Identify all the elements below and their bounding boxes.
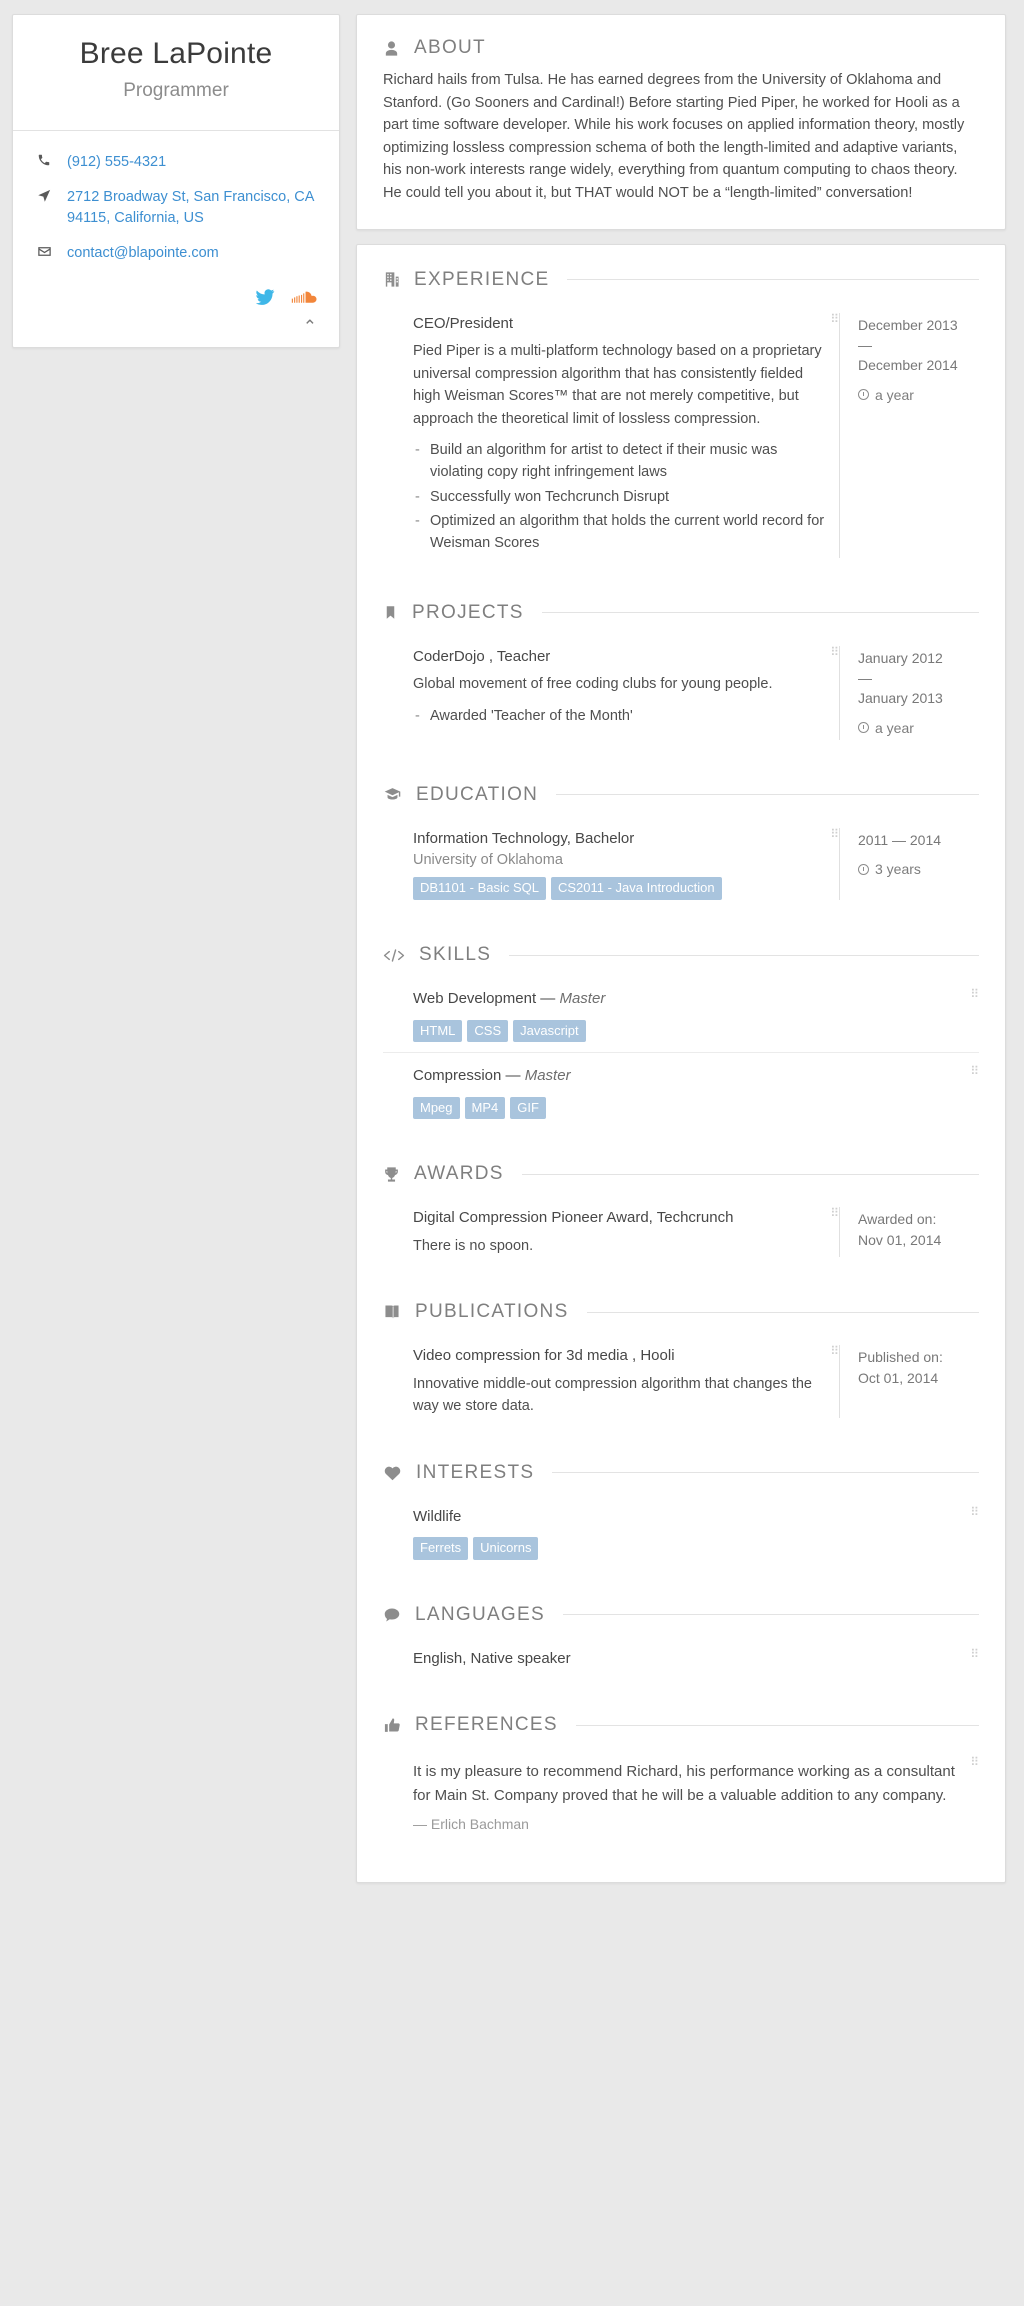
side-value: Oct 01, 2014 [858, 1369, 939, 1386]
entry-bullets [413, 440, 825, 555]
duration [858, 385, 979, 405]
section-education [383, 784, 979, 910]
bookmark-icon [383, 604, 398, 621]
drag-handle-icon[interactable]: ⠿ [970, 1504, 979, 1519]
drag-handle-icon[interactable]: ⠿ [970, 987, 979, 1002]
projects-header [383, 602, 979, 634]
skill-level: Master [559, 990, 606, 1008]
address-value[interactable]: 2712 Broadway St, San Francisco, CA 94115, California, US [67, 188, 314, 226]
skill-level: Master [524, 1067, 571, 1085]
tag: Unicorns [473, 1537, 538, 1560]
side-label: Published on: [858, 1349, 943, 1366]
entry-dates [839, 1207, 979, 1257]
drag-handle-icon[interactable]: ⠿ [830, 1206, 839, 1221]
sidebar [12, 14, 340, 348]
entry-title: English, Native speaker [413, 1649, 571, 1667]
section-projects [383, 602, 979, 750]
list-item: - Optimized an algorithm that holds the current world record for Weisman Scores [413, 511, 825, 555]
contact-email-row[interactable] [35, 236, 317, 271]
entry-tags [413, 1097, 965, 1120]
comment-icon [383, 1607, 401, 1623]
awards-header [383, 1163, 979, 1195]
entry-title: Information Technology, Bachelor [413, 829, 635, 847]
entry-tags [413, 1020, 965, 1043]
entry-description: Pied Piper is a multi-platform technology based on a proprietary universal compression algorithm that has consistently fielded high Weisman Scores™ that are not merely competitive, but approach the theoretical limit of lossless compression. [413, 343, 822, 427]
entry-description: Global movement of free coding clubs for young people. [413, 676, 773, 693]
experience-header [383, 269, 979, 301]
section-awards [383, 1163, 979, 1267]
interests-title: INTERESTS [416, 1461, 535, 1483]
duration [858, 718, 979, 738]
experience-entry[interactable] [383, 301, 979, 568]
references-header [383, 1714, 979, 1746]
divider [556, 794, 979, 795]
reference-author: — Erlich Bachman [413, 1815, 529, 1832]
language-entry[interactable] [383, 1636, 979, 1681]
section-languages [383, 1604, 979, 1681]
duration [858, 859, 979, 879]
languages-header [383, 1604, 979, 1636]
divider [552, 1472, 979, 1473]
skill-name: Compression [413, 1067, 502, 1085]
date-end: January 2013 [858, 690, 943, 707]
divider [509, 955, 979, 956]
date-separator: — [858, 336, 872, 353]
duration-text: a year [875, 386, 914, 403]
date-range: 2011 — 2014 [858, 831, 942, 848]
entry-title: CEO/President [413, 314, 514, 332]
about-text: Richard hails from Tulsa. He has earned degrees from the University of Oklahoma and Stanford. (Go Sooners and Cardinal!) Before starting Pied Piper, he worked for Hooli as a part time software developer. While his work focuses on applied information theory, mostly optimizing lossless compression schema of both the length-limited and adaptive variants, his non-work interests range widely, everything from quantum computing to chaos theory. He could tell you about it, but THAT would NOT be a “length-limited” conversation! [383, 72, 965, 202]
entry-title [413, 988, 965, 1011]
skill-separator: — [540, 990, 556, 1008]
sections-card [356, 244, 1006, 1883]
duration-text: a year [875, 719, 914, 736]
entry-subtitle: University of Oklahoma [413, 852, 563, 869]
date-separator: — [858, 670, 872, 687]
publications-title: PUBLICATIONS [415, 1301, 569, 1323]
projects-title: PROJECTS [412, 601, 524, 623]
code-icon [383, 948, 405, 963]
entry-content [383, 1756, 979, 1836]
entry-content [383, 1207, 839, 1257]
soundcloud-icon[interactable] [291, 287, 317, 312]
building-icon [383, 271, 400, 288]
envelope-icon [35, 243, 53, 259]
skill-name: Web Development [413, 990, 537, 1008]
section-publications [383, 1301, 979, 1427]
tag: Mpeg [413, 1097, 460, 1120]
thumbs-up-icon [383, 1717, 401, 1734]
heart-icon [383, 1464, 402, 1481]
duration-text: 3 years [875, 861, 921, 878]
divider [563, 1614, 979, 1615]
tag: CS2011 - Java Introduction [551, 877, 722, 900]
social-links [13, 277, 339, 316]
tag: CSS [467, 1020, 508, 1043]
profile-header [13, 15, 339, 116]
date-end: December 2014 [858, 357, 958, 374]
entry-title: Video compression for 3d media , Hooli [413, 1347, 675, 1365]
main-column [356, 14, 1006, 1883]
tag: Ferrets [413, 1537, 468, 1560]
twitter-icon[interactable] [253, 287, 277, 312]
clock-icon [858, 864, 869, 875]
award-entry[interactable] [383, 1195, 979, 1267]
tag: DB1101 - Basic SQL [413, 877, 546, 900]
clock-icon [858, 389, 869, 400]
side-label: Awarded on: [858, 1211, 937, 1228]
chevron-up-icon[interactable]: ⌃ [302, 316, 317, 336]
drag-handle-icon[interactable]: ⠿ [970, 1064, 979, 1079]
divider [587, 1312, 979, 1313]
profile-role: Programmer [123, 79, 229, 101]
location-icon [35, 187, 53, 203]
drag-handle-icon[interactable]: ⠿ [830, 1344, 839, 1359]
about-title: ABOUT [414, 37, 486, 58]
project-entry[interactable] [383, 634, 979, 750]
skills-title: SKILLS [419, 944, 492, 966]
languages-title: LANGUAGES [415, 1603, 545, 1625]
drag-handle-icon[interactable]: ⠿ [830, 826, 839, 841]
about-header [383, 37, 979, 59]
drag-handle-icon[interactable]: ⠿ [830, 311, 839, 326]
entry-title: Wildlife [413, 1507, 462, 1525]
phone-icon [35, 152, 53, 167]
reference-quote: It is my pleasure to recommend Richard, his performance working as a consultant for Main St. Company proved that he will be a valuable addition to any company. [413, 1763, 955, 1804]
drag-handle-icon[interactable]: ⠿ [970, 1755, 979, 1770]
reference-entry[interactable] [383, 1746, 979, 1842]
entry-content [383, 1065, 979, 1119]
experience-title: EXPERIENCE [414, 268, 550, 290]
entry-dates [839, 828, 979, 900]
education-header [383, 784, 979, 816]
entry-dates [839, 1345, 979, 1417]
skill-separator: — [505, 1067, 521, 1085]
contact-list [13, 130, 339, 277]
list-item: - Successfully won Techcrunch Disrupt [413, 487, 825, 509]
list-item: - Awarded 'Teacher of the Month' [413, 706, 825, 728]
entry-tags [413, 877, 825, 900]
entry-title [413, 1065, 965, 1088]
section-skills [383, 944, 979, 1129]
skill-entry[interactable] [383, 976, 979, 1053]
entry-content [383, 1345, 839, 1417]
publications-header [383, 1301, 979, 1333]
collapse-row[interactable] [13, 316, 339, 347]
tag: GIF [510, 1097, 546, 1120]
profile-name: Bree LaPointe [79, 37, 273, 70]
tag: MP4 [465, 1097, 506, 1120]
entry-description: There is no spoon. [413, 1237, 534, 1254]
entry-title: CoderDojo , Teacher [413, 647, 551, 665]
contact-phone-row[interactable] [35, 145, 317, 180]
entry-dates [839, 646, 979, 740]
education-title: EDUCATION [416, 783, 539, 805]
about-card [356, 14, 1006, 230]
skill-entry[interactable] [383, 1053, 979, 1129]
section-references [383, 1714, 979, 1842]
date-start: January 2012 [858, 649, 943, 666]
divider [567, 279, 979, 280]
interests-header [383, 1462, 979, 1494]
email-value[interactable]: contact@blapointe.com [67, 244, 219, 261]
entry-content [383, 988, 979, 1042]
trophy-icon [383, 1166, 400, 1183]
tag: Javascript [513, 1020, 586, 1043]
divider [522, 1174, 979, 1175]
contact-address-row[interactable] [35, 180, 317, 236]
date-start: December 2013 [858, 316, 958, 333]
list-item: - Build an algorithm for artist to detect if their music was violating copy right infringement laws [413, 440, 825, 484]
skills-header [383, 944, 979, 976]
side-value: Nov 01, 2014 [858, 1231, 942, 1248]
tag: HTML [413, 1020, 462, 1043]
divider [542, 612, 979, 613]
entry-content [383, 646, 839, 740]
interest-entry[interactable] [383, 1494, 979, 1570]
divider [576, 1725, 979, 1726]
drag-handle-icon[interactable]: ⠿ [830, 644, 839, 659]
phone-value[interactable]: (912) 555-4321 [67, 153, 167, 170]
awards-title: AWARDS [414, 1163, 504, 1185]
entry-tags [413, 1537, 965, 1560]
book-icon [383, 1304, 401, 1320]
entry-content [383, 313, 839, 558]
graduation-cap-icon [383, 786, 402, 803]
section-experience [383, 269, 979, 568]
entry-bullets [413, 706, 825, 728]
education-entry[interactable] [383, 816, 979, 910]
clock-icon [858, 722, 869, 733]
entry-dates [839, 313, 979, 558]
entry-description: Innovative middle-out compression algorithm that changes the way we store data. [413, 1375, 812, 1415]
entry-content [383, 1506, 979, 1560]
section-interests [383, 1462, 979, 1570]
user-icon [383, 40, 400, 57]
references-title: REFERENCES [415, 1714, 558, 1736]
drag-handle-icon[interactable]: ⠿ [970, 1646, 979, 1661]
profile-card [12, 14, 340, 348]
entry-content [383, 1648, 979, 1671]
entry-title: Digital Compression Pioneer Award, Techcrunch [413, 1209, 734, 1227]
entry-content [383, 828, 839, 900]
publication-entry[interactable] [383, 1333, 979, 1427]
